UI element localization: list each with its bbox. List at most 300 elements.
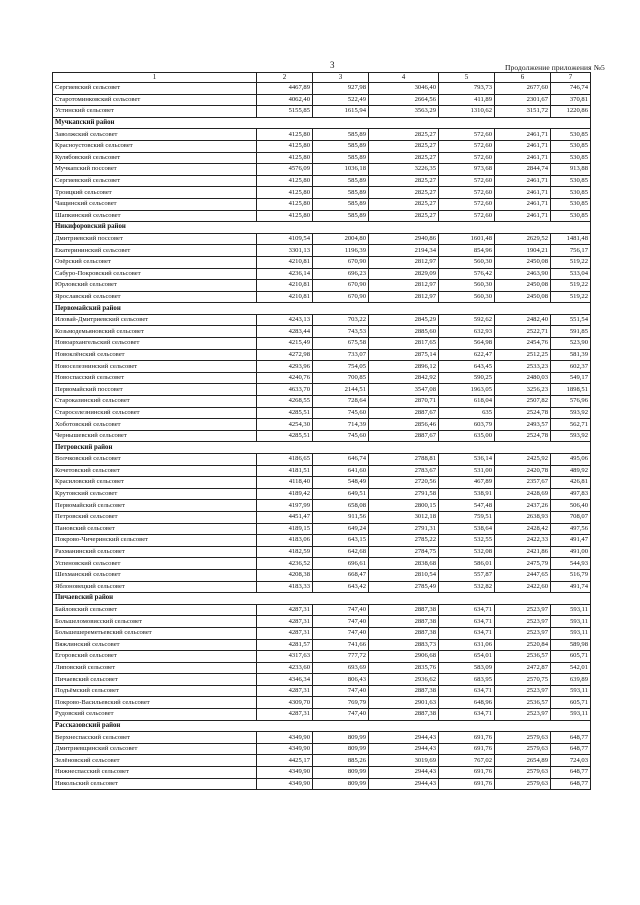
value-cell: 572,60 (439, 210, 495, 222)
value-cell: 583,09 (439, 662, 495, 674)
settlement-name: Новоспасский сельсовет (53, 372, 257, 384)
value-cell: 1036,18 (313, 164, 369, 176)
value-cell: 3226,35 (369, 164, 439, 176)
value-cell: 4189,15 (257, 523, 313, 535)
value-cell: 4293,96 (257, 361, 313, 373)
value-cell: 549,17 (551, 372, 591, 384)
value-cell: 654,01 (439, 651, 495, 663)
value-cell: 2461,71 (495, 140, 551, 152)
value-cell: 646,74 (313, 454, 369, 466)
budget-table (52, 72, 591, 790)
table-row (53, 291, 591, 303)
value-cell: 743,53 (313, 326, 369, 338)
value-cell: 2536,57 (495, 651, 551, 663)
value-cell: 605,71 (551, 697, 591, 709)
value-cell: 1196,39 (313, 245, 369, 257)
district-row (53, 303, 591, 315)
value-cell: 3151,72 (495, 106, 551, 118)
column-header: 4 (369, 73, 439, 83)
value-cell: 547,48 (439, 500, 495, 512)
value-cell: 4268,55 (257, 396, 313, 408)
table-row (53, 349, 591, 361)
value-cell: 2825,27 (369, 129, 439, 141)
value-cell: 4186,65 (257, 454, 313, 466)
value-cell: 2461,71 (495, 129, 551, 141)
value-cell: 691,76 (439, 778, 495, 790)
table-row (53, 164, 591, 176)
value-cell: 1481,48 (551, 233, 591, 245)
settlement-name: Сергиевский сельсовет (53, 175, 257, 187)
value-cell: 631,06 (439, 639, 495, 651)
value-cell: 2829,09 (369, 268, 439, 280)
settlement-name: Кочетовский сельсовет (53, 465, 257, 477)
value-cell: 506,40 (551, 500, 591, 512)
value-cell: 4287,31 (257, 627, 313, 639)
table-row (53, 314, 591, 326)
settlement-name: Чащинский сельсовет (53, 198, 257, 210)
table-row (53, 396, 591, 408)
value-cell: 4182,59 (257, 546, 313, 558)
value-cell: 530,85 (551, 152, 591, 164)
settlement-name: Рахманинский сельсовет (53, 546, 257, 558)
value-cell: 4181,51 (257, 465, 313, 477)
value-cell: 747,40 (313, 709, 369, 721)
value-cell: 593,11 (551, 627, 591, 639)
value-cell: 585,89 (313, 187, 369, 199)
value-cell: 536,14 (439, 454, 495, 466)
value-cell: 4349,90 (257, 732, 313, 744)
value-cell: 691,76 (439, 732, 495, 744)
value-cell: 2493,57 (495, 419, 551, 431)
value-cell: 777,72 (313, 651, 369, 663)
value-cell: 1904,21 (495, 245, 551, 257)
value-cell: 2844,74 (495, 164, 551, 176)
value-cell: 728,64 (313, 396, 369, 408)
value-cell: 3256,23 (495, 384, 551, 396)
value-cell: 622,47 (439, 349, 495, 361)
value-cell: 2420,78 (495, 465, 551, 477)
value-cell: 2791,31 (369, 523, 439, 535)
value-cell: 648,77 (551, 732, 591, 744)
value-cell: 538,91 (439, 488, 495, 500)
value-cell: 581,39 (551, 349, 591, 361)
value-cell: 532,08 (439, 546, 495, 558)
value-cell: 2944,43 (369, 778, 439, 790)
value-cell: 670,90 (313, 280, 369, 292)
value-cell: 809,99 (313, 743, 369, 755)
table-row (53, 187, 591, 199)
table-row (53, 674, 591, 686)
value-cell: 745,60 (313, 430, 369, 442)
value-cell: 544,93 (551, 558, 591, 570)
table-row (53, 558, 591, 570)
value-cell: 4125,80 (257, 210, 313, 222)
value-cell: 4287,31 (257, 604, 313, 616)
value-cell: 2425,92 (495, 454, 551, 466)
value-cell: 747,40 (313, 627, 369, 639)
value-cell: 2629,52 (495, 233, 551, 245)
value-cell: 4240,76 (257, 372, 313, 384)
settlement-name: Красиловский сельсовет (53, 477, 257, 489)
value-cell: 675,58 (313, 338, 369, 350)
value-cell: 593,11 (551, 685, 591, 697)
value-cell: 2810,54 (369, 569, 439, 581)
table-row (53, 326, 591, 338)
value-cell: 585,89 (313, 129, 369, 141)
value-cell: 2638,93 (495, 511, 551, 523)
value-cell: 2785,49 (369, 581, 439, 593)
value-cell: 497,83 (551, 488, 591, 500)
table-row (53, 384, 591, 396)
value-cell: 2507,82 (495, 396, 551, 408)
value-cell: 2785,22 (369, 535, 439, 547)
settlement-name: Крутовский сельсовет (53, 488, 257, 500)
value-cell: 769,79 (313, 697, 369, 709)
value-cell: 4349,90 (257, 743, 313, 755)
table-row (53, 604, 591, 616)
table-row (53, 755, 591, 767)
value-cell: 2570,75 (495, 674, 551, 686)
value-cell: 2677,60 (495, 83, 551, 95)
value-cell: 741,66 (313, 639, 369, 651)
value-cell: 724,03 (551, 755, 591, 767)
value-cell: 2825,27 (369, 210, 439, 222)
district-row (53, 442, 591, 454)
district-name: Рассказовский район (53, 720, 591, 732)
value-cell: 913,88 (551, 164, 591, 176)
value-cell: 2791,58 (369, 488, 439, 500)
value-cell: 714,39 (313, 419, 369, 431)
district-row (53, 222, 591, 234)
value-cell: 2812,97 (369, 256, 439, 268)
value-cell: 2450,08 (495, 256, 551, 268)
value-cell: 585,89 (313, 152, 369, 164)
settlement-name: Чернышевский сельсовет (53, 430, 257, 442)
value-cell: 2480,03 (495, 372, 551, 384)
settlement-name: Ярославский сельсовет (53, 291, 257, 303)
value-cell: 806,43 (313, 674, 369, 686)
value-cell: 4125,80 (257, 140, 313, 152)
value-cell: 4349,90 (257, 778, 313, 790)
table-body (53, 73, 591, 790)
value-cell: 533,04 (551, 268, 591, 280)
value-cell: 658,08 (313, 500, 369, 512)
value-cell: 1601,48 (439, 233, 495, 245)
settlement-name: Сабуро-Покровский сельсовет (53, 268, 257, 280)
value-cell: 2533,23 (495, 361, 551, 373)
value-cell: 593,92 (551, 407, 591, 419)
value-cell: 572,60 (439, 175, 495, 187)
table-row (53, 732, 591, 744)
value-cell: 973,68 (439, 164, 495, 176)
settlement-name: Первомайский поссовет (53, 384, 257, 396)
value-cell: 542,01 (551, 662, 591, 674)
value-cell: 2870,71 (369, 396, 439, 408)
value-cell: 3046,40 (369, 83, 439, 95)
settlement-name: Иловай-Дмитриевский сельсовет (53, 314, 257, 326)
table-row (53, 743, 591, 755)
column-header: 7 (551, 73, 591, 83)
value-cell: 4109,54 (257, 233, 313, 245)
settlement-name: Дмитриевский поссовет (53, 233, 257, 245)
value-cell: 747,40 (313, 685, 369, 697)
settlement-name: Козьмодемьяновский сельсовет (53, 326, 257, 338)
value-cell: 2887,38 (369, 709, 439, 721)
table-row (53, 175, 591, 187)
settlement-name: Новоселезнинский сельсовет (53, 361, 257, 373)
table-row (53, 198, 591, 210)
value-cell: 2461,71 (495, 210, 551, 222)
value-cell: 2428,42 (495, 523, 551, 535)
value-cell: 2944,43 (369, 732, 439, 744)
table-row (53, 662, 591, 674)
settlement-name: Новоархангельский сельсовет (53, 338, 257, 350)
value-cell: 809,99 (313, 732, 369, 744)
table-row (53, 361, 591, 373)
value-cell: 2856,46 (369, 419, 439, 431)
value-cell: 572,60 (439, 198, 495, 210)
value-cell: 2936,62 (369, 674, 439, 686)
settlement-name: Мучкапский поссовет (53, 164, 257, 176)
value-cell: 592,62 (439, 314, 495, 326)
value-cell: 693,69 (313, 662, 369, 674)
value-cell: 2520,84 (495, 639, 551, 651)
value-cell: 497,56 (551, 523, 591, 535)
table-row (53, 511, 591, 523)
settlement-name: Красноустовский сельсовет (53, 140, 257, 152)
value-cell: 2579,63 (495, 767, 551, 779)
value-cell: 2482,40 (495, 314, 551, 326)
value-cell: 2842,92 (369, 372, 439, 384)
value-cell: 593,92 (551, 430, 591, 442)
value-cell: 635,00 (439, 430, 495, 442)
value-cell: 593,11 (551, 604, 591, 616)
value-cell: 2944,43 (369, 743, 439, 755)
value-cell: 585,89 (313, 198, 369, 210)
value-cell: 4183,33 (257, 581, 313, 593)
value-cell: 3019,69 (369, 755, 439, 767)
table-row (53, 616, 591, 628)
value-cell: 1310,62 (439, 106, 495, 118)
value-cell: 634,71 (439, 685, 495, 697)
value-cell: 4125,80 (257, 187, 313, 199)
value-cell: 2835,76 (369, 662, 439, 674)
value-cell: 4317,63 (257, 651, 313, 663)
settlement-name: Байловский сельсовет (53, 604, 257, 616)
value-cell: 519,22 (551, 256, 591, 268)
value-cell: 2896,12 (369, 361, 439, 373)
value-cell: 560,30 (439, 280, 495, 292)
value-cell: 4285,51 (257, 430, 313, 442)
value-cell: 426,81 (551, 477, 591, 489)
district-name: Первомайский район (53, 303, 591, 315)
value-cell: 4254,30 (257, 419, 313, 431)
value-cell: 2944,43 (369, 767, 439, 779)
table-row (53, 627, 591, 639)
settlement-name: Старотоминковский сельсовет (53, 94, 257, 106)
table-row (53, 685, 591, 697)
value-cell: 747,40 (313, 604, 369, 616)
value-cell: 2579,63 (495, 732, 551, 744)
settlement-name: Подъёмский сельсовет (53, 685, 257, 697)
settlement-name: Липовский сельсовет (53, 662, 257, 674)
settlement-name: Волчковский сельсовет (53, 454, 257, 466)
value-cell: 708,07 (551, 511, 591, 523)
value-cell: 2524,78 (495, 430, 551, 442)
value-cell: 2812,97 (369, 280, 439, 292)
settlement-name: Покрово-Чичеринский сельсовет (53, 535, 257, 547)
value-cell: 885,26 (313, 755, 369, 767)
value-cell: 519,22 (551, 291, 591, 303)
table-row (53, 106, 591, 118)
settlement-name: Екатерининский сельсовет (53, 245, 257, 257)
settlement-name: Большеломовисский сельсовет (53, 616, 257, 628)
table-row (53, 280, 591, 292)
value-cell: 4215,49 (257, 338, 313, 350)
value-cell: 411,89 (439, 94, 495, 106)
settlement-name: Шехманский сельсовет (53, 569, 257, 581)
value-cell: 532,82 (439, 581, 495, 593)
value-cell: 4272,98 (257, 349, 313, 361)
value-cell: 634,71 (439, 616, 495, 628)
value-cell: 4208,38 (257, 569, 313, 581)
value-cell: 2536,57 (495, 697, 551, 709)
value-cell: 4349,90 (257, 767, 313, 779)
district-row (53, 720, 591, 732)
value-cell: 2887,67 (369, 430, 439, 442)
value-cell: 2579,63 (495, 778, 551, 790)
column-header: 3 (313, 73, 369, 83)
value-cell: 4287,31 (257, 616, 313, 628)
value-cell: 586,01 (439, 558, 495, 570)
value-cell: 2194,34 (369, 245, 439, 257)
district-name: Пичаевский район (53, 593, 591, 605)
value-cell: 2475,79 (495, 558, 551, 570)
value-cell: 854,96 (439, 245, 495, 257)
value-cell: 648,96 (439, 697, 495, 709)
value-cell: 2463,90 (495, 268, 551, 280)
value-cell: 700,85 (313, 372, 369, 384)
value-cell: 2788,81 (369, 454, 439, 466)
settlement-name: Староселезнинский сельсовет (53, 407, 257, 419)
value-cell: 2940,86 (369, 233, 439, 245)
value-cell: 3547,08 (369, 384, 439, 396)
value-cell: 639,89 (551, 674, 591, 686)
value-cell: 2461,71 (495, 175, 551, 187)
value-cell: 585,89 (313, 210, 369, 222)
value-cell: 2720,56 (369, 477, 439, 489)
value-cell: 1615,94 (313, 106, 369, 118)
settlement-name: Кулябовский сельсовет (53, 152, 257, 164)
value-cell: 2825,27 (369, 187, 439, 199)
settlement-name: Устинский сельсовет (53, 106, 257, 118)
value-cell: 576,42 (439, 268, 495, 280)
value-cell: 2906,68 (369, 651, 439, 663)
value-cell: 3563,29 (369, 106, 439, 118)
appendix-note: Продолжение приложения №5 (505, 63, 605, 72)
column-header: 5 (439, 73, 495, 83)
value-cell: 2887,38 (369, 616, 439, 628)
value-cell: 2523,97 (495, 627, 551, 639)
value-cell: 733,07 (313, 349, 369, 361)
district-name: Никифоровский район (53, 222, 591, 234)
value-cell: 4451,47 (257, 511, 313, 523)
value-cell: 2428,69 (495, 488, 551, 500)
value-cell: 4189,42 (257, 488, 313, 500)
table-row (53, 372, 591, 384)
table-row (53, 581, 591, 593)
value-cell: 2825,27 (369, 175, 439, 187)
value-cell: 2357,67 (495, 477, 551, 489)
value-cell: 767,02 (439, 755, 495, 767)
value-cell: 745,60 (313, 407, 369, 419)
value-cell: 670,90 (313, 291, 369, 303)
value-cell: 603,79 (439, 419, 495, 431)
settlement-name: Пановский сельсовет (53, 523, 257, 535)
value-cell: 634,71 (439, 604, 495, 616)
value-cell: 2004,80 (313, 233, 369, 245)
value-cell: 4287,31 (257, 685, 313, 697)
value-cell: 643,45 (439, 361, 495, 373)
value-cell: 2512,25 (495, 349, 551, 361)
table-row (53, 210, 591, 222)
value-cell: 530,85 (551, 187, 591, 199)
settlement-name: Пичаевский сельсовет (53, 674, 257, 686)
settlement-name: Петровский сельсовет (53, 511, 257, 523)
value-cell: 4283,44 (257, 326, 313, 338)
value-cell: 591,85 (551, 326, 591, 338)
value-cell: 2450,08 (495, 291, 551, 303)
value-cell: 4210,81 (257, 256, 313, 268)
value-cell: 4118,40 (257, 477, 313, 489)
value-cell: 2812,97 (369, 291, 439, 303)
value-cell: 756,17 (551, 245, 591, 257)
value-cell: 648,77 (551, 778, 591, 790)
value-cell: 747,40 (313, 616, 369, 628)
table-row (53, 129, 591, 141)
value-cell: 696,23 (313, 268, 369, 280)
value-cell: 2783,67 (369, 465, 439, 477)
column-header: 6 (495, 73, 551, 83)
value-cell: 4425,17 (257, 755, 313, 767)
value-cell: 551,54 (551, 314, 591, 326)
value-cell: 572,60 (439, 140, 495, 152)
value-cell: 2421,86 (495, 546, 551, 558)
value-cell: 4467,89 (257, 83, 313, 95)
value-cell: 642,68 (313, 546, 369, 558)
value-cell: 2523,97 (495, 604, 551, 616)
settlement-name: Егоровский сельсовет (53, 651, 257, 663)
table-row (53, 407, 591, 419)
value-cell: 4633,70 (257, 384, 313, 396)
value-cell: 683,95 (439, 674, 495, 686)
value-cell: 2887,38 (369, 604, 439, 616)
table-row (53, 488, 591, 500)
settlement-name: Верхнеспасский сельсовет (53, 732, 257, 744)
value-cell: 4236,14 (257, 268, 313, 280)
settlement-name: Шапкинский сельсовет (53, 210, 257, 222)
table-row (53, 454, 591, 466)
value-cell: 4183,06 (257, 535, 313, 547)
value-cell: 2422,33 (495, 535, 551, 547)
value-cell: 538,64 (439, 523, 495, 535)
table-row (53, 419, 591, 431)
value-cell: 2579,63 (495, 743, 551, 755)
value-cell: 2524,78 (495, 407, 551, 419)
table-row (53, 140, 591, 152)
value-cell: 2523,97 (495, 616, 551, 628)
settlement-name: Зелёновский сельсовет (53, 755, 257, 767)
